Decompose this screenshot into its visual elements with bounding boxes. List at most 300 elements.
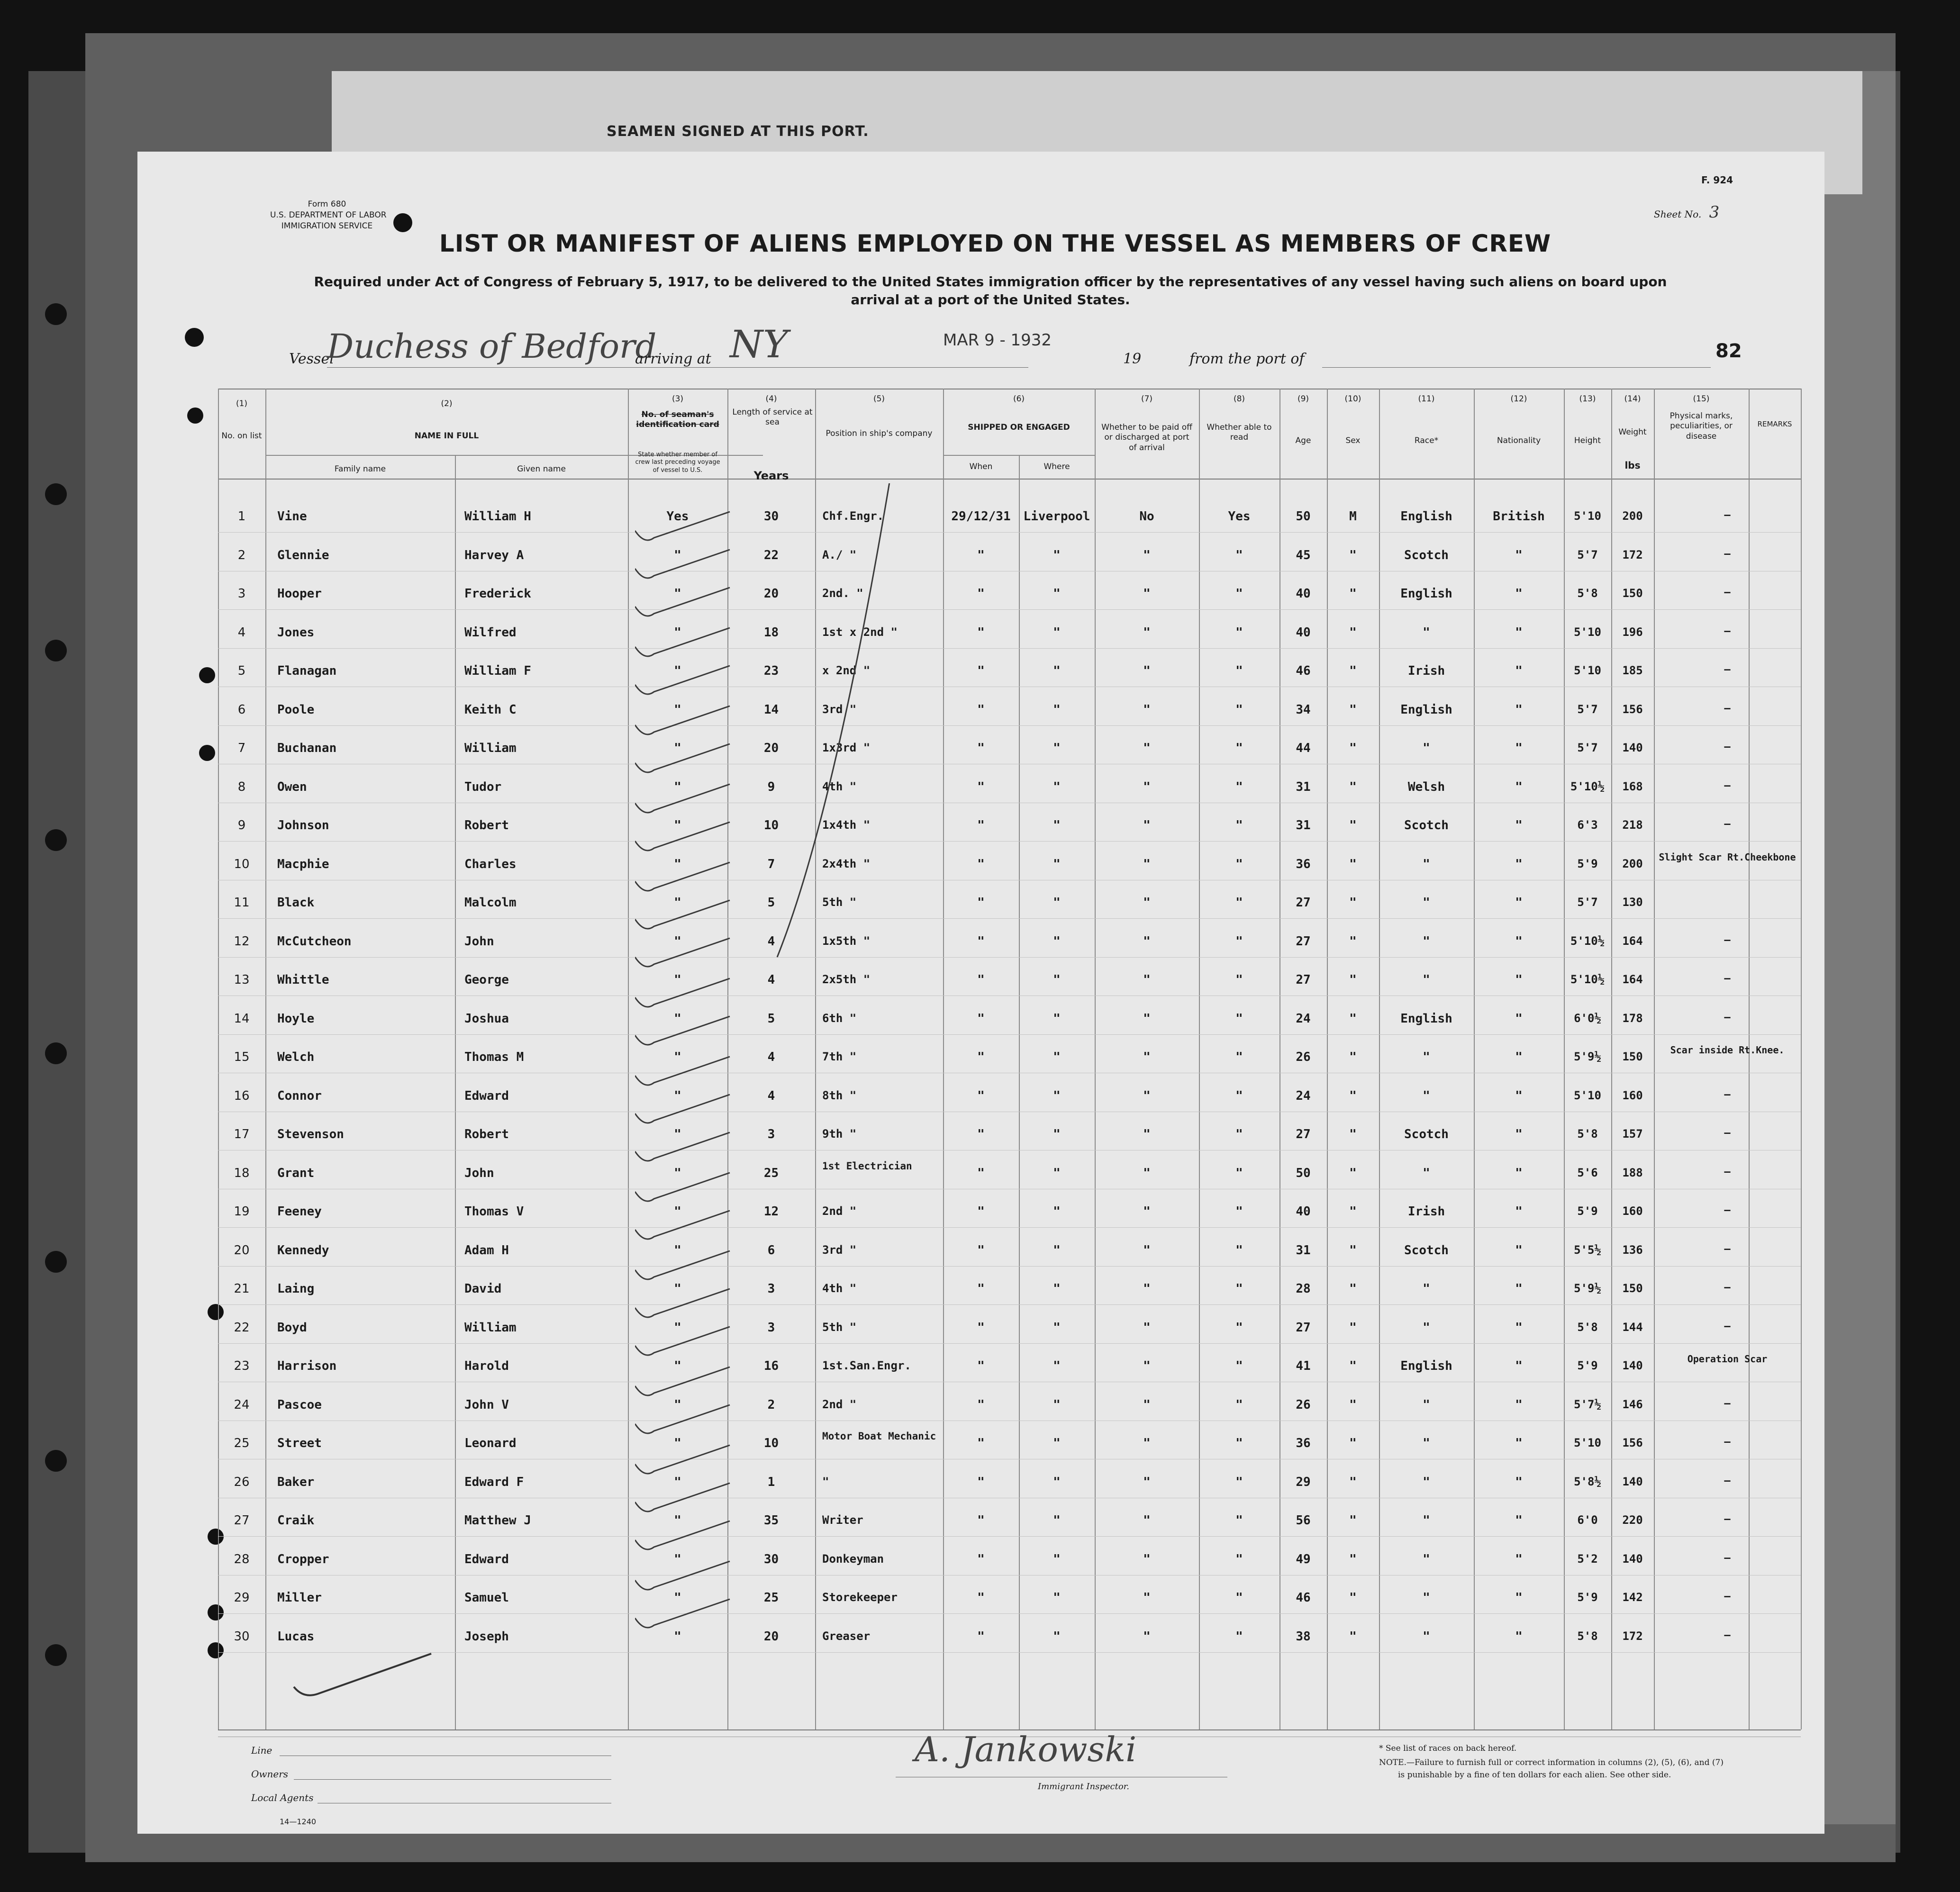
binder-hole [45,1450,67,1472]
cell-where: " [1053,1050,1061,1064]
cell-nat: " [1515,1552,1523,1566]
cell-yrs: 2 [767,1397,775,1412]
cell-no: 25 [234,1436,250,1450]
check-mark [635,1211,730,1239]
cell-family: Boyd [277,1320,307,1335]
cell-weight: 218 [1622,818,1643,832]
cell-sex: " [1349,818,1357,833]
cell-no: 11 [234,896,250,910]
cell-where: " [1053,896,1061,910]
subtitle-line-2: arrival at a port of the United States. [851,292,1130,308]
date-stamp: MAR 9 - 1932 [943,331,1052,350]
cell-height: 5'10½ [1570,934,1605,948]
cell-position: 2nd " [822,1397,857,1411]
header-family-name: Family name [334,464,386,474]
col-num: (7) [1141,394,1153,404]
cell-where: " [1053,664,1061,678]
cell-race: " [1423,1088,1430,1103]
cell-height: 5'10 [1574,509,1601,523]
cell-position: 1x4th " [822,818,871,832]
check-mark-large [289,1639,441,1701]
row-rule [218,1536,1801,1537]
cell-age: 31 [1296,818,1311,833]
cell-read: " [1235,1243,1243,1258]
cell-age: 27 [1296,1320,1311,1335]
cell-age: 24 [1296,1011,1311,1026]
form-number: Form 680 [308,199,346,209]
cell-given: Harold [464,1359,509,1373]
check-mark [635,978,730,1007]
header-race: Race* [1414,436,1439,445]
cell-marks: — [1724,1011,1731,1023]
cell-yrs: 3 [767,1282,775,1296]
cell-height: 5'8 [1577,1127,1598,1141]
cell-sex: " [1349,1475,1357,1489]
check-mark [635,628,730,656]
cell-read: " [1235,1320,1243,1335]
header-paid-off: Whether to be paid off or discharged at port of arrival [1101,423,1192,453]
cell-read: " [1235,973,1243,987]
cell-where: " [1053,548,1061,562]
local-agents-label: Local Agents [251,1792,314,1803]
cell-when: " [977,1050,985,1064]
cell-family: Pascoe [277,1397,322,1412]
cell-paid: " [1143,1050,1151,1064]
cell-yrs: 20 [763,1629,779,1644]
cell-given: Joseph [464,1629,509,1644]
cell-yrs: 12 [763,1204,779,1219]
cell-sex: " [1349,1397,1357,1412]
cell-paid: " [1143,973,1151,987]
cell-age: 26 [1296,1050,1311,1064]
cell-weight: 172 [1622,548,1643,561]
cell-marks: — [1724,1243,1731,1255]
cell-paid: " [1143,857,1151,871]
cell-height: 5'7 [1577,741,1598,754]
cell-weight: 185 [1622,664,1643,677]
cell-marks: — [1724,973,1731,985]
cell-prev: " [674,1629,681,1644]
cell-position: 2x5th " [822,973,871,986]
cell-paid: " [1143,818,1151,833]
check-mark [635,938,730,967]
cell-paid: " [1143,1204,1151,1219]
cell-when: " [977,1011,985,1026]
cell-position: A./ " [822,548,857,561]
col-line [455,455,456,1729]
cell-read: " [1235,896,1243,910]
header-age: Age [1295,436,1311,445]
cell-race: " [1423,1436,1430,1450]
cell-no: 21 [234,1282,250,1296]
cell-position: 1x5th " [822,934,871,948]
cell-read: " [1235,1166,1243,1180]
cell-weight: 164 [1622,934,1643,948]
cell-sex: " [1349,1513,1357,1528]
row-rule [218,918,1801,919]
cell-age: 50 [1296,509,1311,524]
cell-paid: " [1143,1320,1151,1335]
cell-family: Macphie [277,857,329,871]
cell-weight: 160 [1622,1088,1643,1102]
sheet-value: 3 [1709,203,1720,222]
cell-where: " [1053,741,1061,755]
header-shipped-engaged: SHIPPED OR ENGAGED [968,423,1070,432]
cell-prev: " [674,1359,681,1373]
cell-family: Cropper [277,1552,329,1566]
cell-race: Scotch [1404,548,1449,562]
sheet-label: Sheet No. [1654,208,1702,220]
cell-marks: — [1724,664,1731,676]
col-num: (1) [236,399,248,408]
cell-yrs: 23 [763,664,779,678]
cell-marks: — [1724,934,1731,946]
check-mark [635,1057,730,1085]
col-num: (11) [1418,394,1435,404]
cell-nat: " [1515,818,1523,833]
cell-given: Thomas M [464,1050,524,1064]
cell-family: Glennie [277,548,329,562]
cell-paid: " [1143,1011,1151,1026]
cell-given: Edward [464,1552,509,1566]
header-weight: Weight [1618,427,1647,437]
cell-yrs: 5 [767,1011,775,1026]
cell-marks: — [1724,1397,1731,1410]
cell-no: 29 [234,1591,250,1605]
cell-nat: " [1515,934,1523,949]
cell-height: 5'10 [1574,1436,1601,1449]
cell-paid: " [1143,1282,1151,1296]
cell-race: " [1423,741,1430,755]
cell-paid: " [1143,1088,1151,1103]
cell-weight: 156 [1622,702,1643,716]
cell-given: Robert [464,818,509,833]
owners-underline [294,1779,611,1780]
punch-hole [199,667,215,683]
cell-no: 23 [234,1359,250,1373]
cell-prev: " [674,702,681,717]
cell-family: Connor [277,1088,322,1103]
cell-race: Welsh [1407,779,1445,794]
check-marks [635,483,967,1772]
col-num: (9) [1297,394,1309,404]
header-length-service: Length of service at sea [732,407,813,427]
cell-paid: " [1143,1552,1151,1566]
cell-no: 7 [237,741,246,755]
form-f-number: F. 924 [1701,174,1733,186]
cell-sex: " [1349,1282,1357,1296]
cell-when: " [977,1359,985,1373]
cell-height: 6'3 [1577,818,1598,832]
cell-height: 5'7 [1577,702,1598,716]
cell-sex: " [1349,548,1357,562]
binder-hole [45,829,67,851]
cell-nat: " [1515,1166,1523,1180]
header-lbs: lbs [1624,460,1641,471]
cell-when: " [977,1629,985,1644]
cell-age: 56 [1296,1513,1311,1528]
cell-weight: 150 [1622,587,1643,600]
cell-height: 5'8½ [1574,1475,1601,1488]
cell-no: 8 [237,779,246,794]
cell-read: " [1235,702,1243,717]
cell-family: Baker [277,1475,315,1489]
cell-age: 27 [1296,934,1311,949]
cell-marks: — [1724,1591,1731,1602]
cell-race: Scotch [1404,1127,1449,1141]
cell-sex: " [1349,973,1357,987]
cell-prev: " [674,1050,681,1064]
cell-height: 5'7 [1577,548,1598,561]
cell-position: 5th " [822,1320,857,1334]
cell-given: George [464,973,509,987]
cell-no: 3 [237,587,246,601]
punch-hole [208,1529,224,1545]
cell-given: John [464,1166,494,1180]
cell-race: " [1423,896,1430,910]
cell-race: English [1400,1011,1452,1026]
cell-position: 2x4th " [822,857,871,870]
cell-where: " [1053,934,1061,949]
cell-sex: " [1349,1166,1357,1180]
cell-given: Joshua [464,1011,509,1026]
cell-given: Thomas V [464,1204,524,1219]
cell-marks: — [1724,587,1731,598]
cell-prev: " [674,741,681,755]
cell-position: Greaser [822,1629,871,1643]
cell-yrs: 6 [767,1243,775,1258]
cell-paid: " [1143,1513,1151,1528]
cell-read: Yes [1228,509,1251,524]
owners-label: Owners [251,1768,289,1780]
vessel-underline [327,367,753,368]
row-rule [218,1343,1801,1344]
cell-when: " [977,1166,985,1180]
footnote-fine: is punishable by a fine of ten dollars for each alien. See other side. [1398,1770,1671,1780]
manifest-sheet [137,152,1824,1834]
cell-where: " [1053,625,1061,640]
col-num: (12) [1510,394,1527,404]
header-remarks: REMARKS [1757,420,1792,428]
cell-given: Adam H [464,1243,509,1258]
cell-nat: " [1515,1204,1523,1219]
cell-when: " [977,973,985,987]
cell-yrs: 4 [767,973,775,987]
cell-race: " [1423,1629,1430,1644]
cell-weight: 200 [1622,509,1643,523]
cell-where: " [1053,1436,1061,1450]
cell-marks: — [1724,779,1731,792]
cell-sex: " [1349,934,1357,949]
cell-when: " [977,1475,985,1489]
cell-when: " [977,1127,985,1141]
inspector-signature: A. Jankowski [915,1729,1137,1769]
cell-height: 5'7½ [1574,1397,1601,1411]
cell-position: 4th " [822,779,857,793]
cell-marks: — [1724,1282,1731,1294]
col-num: (4) [765,394,777,404]
cell-marks: — [1724,548,1731,560]
cell-nat: " [1515,702,1523,717]
cell-age: 49 [1296,1552,1311,1566]
cell-read: " [1235,1513,1243,1528]
header-where: Where [1044,462,1070,471]
punch-hole [208,1604,224,1620]
cell-no: 27 [234,1513,250,1528]
cell-marks: — [1724,741,1731,753]
page-number: 82 [1715,340,1742,362]
cell-age: 45 [1296,548,1311,562]
cell-where: Liverpool [1023,509,1090,524]
binder-hole [45,303,67,325]
cell-nat: " [1515,1243,1523,1258]
sheet-number-field [1654,203,1719,222]
cell-read: " [1235,664,1243,678]
cell-position: Storekeeper [822,1591,898,1604]
cell-race: " [1423,1591,1430,1605]
cell-read: " [1235,1552,1243,1566]
inspector-title: Immigrant Inspector. [1038,1782,1130,1792]
cell-height: 5'2 [1577,1552,1598,1566]
cell-when: " [977,857,985,871]
cell-nat: " [1515,1397,1523,1412]
cell-yrs: 1 [767,1475,775,1489]
cell-family: Welch [277,1050,315,1064]
cell-where: " [1053,818,1061,833]
cell-when: " [977,1591,985,1605]
cell-prev: " [674,1088,681,1103]
cell-given: Wilfred [464,625,517,640]
cell-race: Scotch [1404,818,1449,833]
col-num: (2) [441,399,453,408]
cell-yrs: 10 [763,818,779,833]
cell-prev: " [674,1436,681,1450]
cell-family: Stevenson [277,1127,344,1141]
cell-family: Poole [277,702,315,717]
check-mark [635,1251,730,1279]
cell-race: " [1423,1050,1430,1064]
cell-race: " [1423,973,1430,987]
cell-paid: " [1143,1629,1151,1644]
cell-race: " [1423,1397,1430,1412]
cell-read: " [1235,779,1243,794]
punch-hole [208,1304,224,1320]
cell-no: 13 [234,973,250,987]
cell-height: 5'5½ [1574,1243,1601,1257]
row-rule [218,532,1801,533]
binder-hole [45,640,67,661]
col-num: (5) [873,394,885,404]
cell-height: 5'7 [1577,896,1598,909]
cell-race: English [1400,587,1452,601]
row-rule [218,1304,1801,1305]
cell-nat: " [1515,1088,1523,1103]
cell-family: Miller [277,1591,322,1605]
cell-when: " [977,664,985,678]
cell-position: " [822,1475,829,1488]
cell-given: Leonard [464,1436,517,1450]
cell-prev: " [674,973,681,987]
cell-yrs: 7 [767,857,775,871]
cell-prev: " [674,1397,681,1412]
check-mark [635,900,730,929]
cell-position: 2nd. " [822,587,863,600]
header-sex: Sex [1345,436,1361,445]
cell-no: 9 [237,818,246,833]
cell-family: Jones [277,625,315,640]
cell-given: Harvey A [464,548,524,562]
cell-prev: " [674,934,681,949]
cell-prev: " [674,818,681,833]
cell-read: " [1235,1397,1243,1412]
cell-paid: " [1143,896,1151,910]
cell-prev: " [674,1320,681,1335]
year-label: 19 [1123,351,1142,367]
cell-weight: 136 [1622,1243,1643,1257]
row-rule [218,648,1801,649]
cell-sex: " [1349,1359,1357,1373]
cell-marks: — [1724,625,1731,637]
cell-age: 50 [1296,1166,1311,1180]
cell-no: 4 [237,625,246,640]
header-nationality: Nationality [1497,436,1541,445]
cell-sex: " [1349,625,1357,640]
cell-family: Hoyle [277,1011,315,1026]
punch-hole [208,1642,224,1658]
cell-marks: Slight Scar Rt.Cheekbone [1659,851,1796,863]
cell-height: 6'0 [1577,1513,1598,1527]
cell-where: " [1053,1513,1061,1528]
header-position: Position in ship's company [826,429,933,438]
cell-given: William H [464,509,531,524]
cell-marks: — [1724,509,1731,521]
cell-prev: " [674,625,681,640]
row-rule [218,725,1801,726]
col-line [265,389,266,1729]
cell-marks: Scar inside Rt.Knee. [1670,1044,1785,1056]
cell-nat: " [1515,779,1523,794]
check-mark [635,550,730,578]
cell-read: " [1235,1011,1243,1026]
row-rule [218,957,1801,958]
header-years: Years [753,469,789,482]
port-underline [1322,367,1711,368]
cell-where: " [1053,1320,1061,1335]
cell-no: 10 [234,857,250,871]
punch-hole [187,407,203,424]
header-id-card-struck: No. of seaman's identification card [636,410,719,430]
cell-family: Whittle [277,973,329,987]
cell-given: Edward [464,1088,509,1103]
cell-height: 5'10 [1574,1088,1601,1102]
cell-read: " [1235,625,1243,640]
cell-yrs: 3 [767,1127,775,1141]
cell-nat: " [1515,664,1523,678]
cell-weight: 157 [1622,1127,1643,1141]
cell-read: " [1235,1629,1243,1644]
cell-given: Robert [464,1127,509,1141]
cell-marks: — [1724,1204,1731,1216]
arriving-underline [720,367,1028,368]
cell-family: Grant [277,1166,315,1180]
binder-hole [45,1042,67,1064]
check-mark [635,862,730,891]
cell-where: " [1053,1127,1061,1141]
cell-yrs: 25 [763,1166,779,1180]
cell-height: 5'8 [1577,1320,1598,1334]
cell-marks: — [1724,702,1731,715]
cell-paid: " [1143,1166,1151,1180]
